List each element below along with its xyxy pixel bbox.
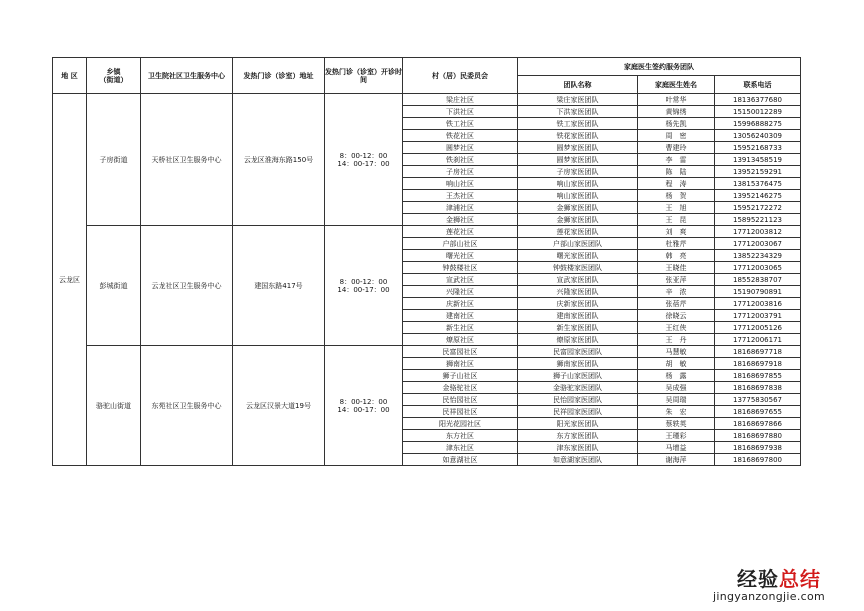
doctor-name-cell: 刘 爽	[638, 226, 715, 238]
header-team-group: 家庭医生签约服务团队	[518, 58, 801, 76]
doctor-name-cell: 曹建玲	[638, 142, 715, 154]
table-row	[53, 94, 801, 106]
team-name-cell: 燎原家医团队	[518, 334, 638, 346]
doctor-name-cell: 陈 陆	[638, 166, 715, 178]
header-phone: 联系电话	[715, 76, 801, 94]
table-row	[53, 226, 801, 238]
district-cell: 云龙区	[53, 94, 87, 466]
phone-cell: 18168697800	[715, 454, 801, 466]
village-cell: 圆梦社区	[403, 142, 518, 154]
team-name-cell: 庆新家医团队	[518, 298, 638, 310]
team-name-cell: 民祥园家医团队	[518, 406, 638, 418]
header-township: 乡镇 （街道）	[87, 58, 141, 94]
phone-cell: 17712003812	[715, 226, 801, 238]
watermark-red-text: 总结	[779, 567, 821, 591]
phone-cell: 17712005126	[715, 322, 801, 334]
health-center-cell: 云龙社区卫生服务中心	[141, 226, 233, 346]
phone-cell: 18168697938	[715, 442, 801, 454]
table-body	[53, 94, 801, 466]
team-name-cell: 宣武家医团队	[518, 274, 638, 286]
village-cell: 东方社区	[403, 430, 518, 442]
township-cell: 子房街道	[87, 94, 141, 226]
doctor-name-cell: 叶常华	[638, 94, 715, 106]
township-cell: 彭城街道	[87, 226, 141, 346]
phone-cell: 18168697866	[715, 418, 801, 430]
village-cell: 金骆驼社区	[403, 382, 518, 394]
phone-cell: 17712003067	[715, 238, 801, 250]
fever-address-cell: 云龙区淮海东路150号	[233, 94, 325, 226]
team-name-cell: 铁工家医团队	[518, 118, 638, 130]
team-name-cell: 阳光家医团队	[518, 418, 638, 430]
doctor-name-cell: 杨先凯	[638, 118, 715, 130]
team-name-cell: 钟鼓楼家医团队	[518, 262, 638, 274]
phone-cell: 17712003816	[715, 298, 801, 310]
village-cell: 民祥园社区	[403, 406, 518, 418]
phone-cell: 18136377680	[715, 94, 801, 106]
team-name-cell: 圆梦家医团队	[518, 154, 638, 166]
doctor-name-cell: 徐晓云	[638, 310, 715, 322]
doctor-name-cell: 王 旭	[638, 202, 715, 214]
village-cell: 新生社区	[403, 322, 518, 334]
team-name-cell: 圆梦家医团队	[518, 142, 638, 154]
phone-cell: 18168697918	[715, 358, 801, 370]
team-name-cell: 如意湖家医团队	[518, 454, 638, 466]
team-name-cell: 狮南家医团队	[518, 358, 638, 370]
doctor-name-cell: 蔡轶英	[638, 418, 715, 430]
village-cell: 兴隆社区	[403, 286, 518, 298]
doctor-name-cell: 胡 敏	[638, 358, 715, 370]
team-name-cell: 民富园家医团队	[518, 346, 638, 358]
phone-cell: 15895221123	[715, 214, 801, 226]
doctor-name-cell: 王晓佳	[638, 262, 715, 274]
village-cell: 户部山社区	[403, 238, 518, 250]
phone-cell: 15150012289	[715, 106, 801, 118]
doctor-name-cell: 马慧敏	[638, 346, 715, 358]
village-cell: 建南社区	[403, 310, 518, 322]
phone-cell: 13952146275	[715, 190, 801, 202]
team-name-cell: 下洪家医团队	[518, 106, 638, 118]
village-cell: 庆新社区	[403, 298, 518, 310]
header-fever-hours: 发热门诊（诊室）开诊时间	[325, 58, 403, 94]
team-name-cell: 建南家医团队	[518, 310, 638, 322]
team-name-cell: 莲花家医团队	[518, 226, 638, 238]
doctor-name-cell: 杜雅芹	[638, 238, 715, 250]
header-village: 村（居）民委员会	[403, 58, 518, 94]
doctor-name-cell: 程 涛	[638, 178, 715, 190]
doctor-name-cell: 王 丹	[638, 334, 715, 346]
village-cell: 曙光社区	[403, 250, 518, 262]
team-name-cell: 狮子山家医团队	[518, 370, 638, 382]
phone-cell: 13852234329	[715, 250, 801, 262]
township-cell: 骆驼山街道	[87, 346, 141, 466]
fever-address-cell: 云龙区汉景大道19号	[233, 346, 325, 466]
phone-cell: 18168697838	[715, 382, 801, 394]
village-cell: 下洪社区	[403, 106, 518, 118]
phone-cell: 15190790891	[715, 286, 801, 298]
doctor-name-cell: 杨 露	[638, 370, 715, 382]
team-name-cell: 梁庄家医团队	[518, 94, 638, 106]
phone-cell: 15996888275	[715, 118, 801, 130]
team-name-cell: 兴隆家医团队	[518, 286, 638, 298]
service-table	[52, 57, 801, 466]
village-cell: 燎原社区	[403, 334, 518, 346]
phone-cell: 18168697655	[715, 406, 801, 418]
phone-cell: 18168697880	[715, 430, 801, 442]
team-name-cell: 民怡园家医团队	[518, 394, 638, 406]
health-center-cell: 东苑社区卫生服务中心	[141, 346, 233, 466]
phone-cell: 18168697855	[715, 370, 801, 382]
village-cell: 铁工社区	[403, 118, 518, 130]
doctor-name-cell: 谢海萍	[638, 454, 715, 466]
header-doctor-name: 家庭医生姓名	[638, 76, 715, 94]
phone-cell: 13775830567	[715, 394, 801, 406]
village-cell: 金狮社区	[403, 214, 518, 226]
doctor-name-cell: 王红侠	[638, 322, 715, 334]
team-name-cell: 铁花家医团队	[518, 130, 638, 142]
doctor-name-cell: 周 密	[638, 130, 715, 142]
doctor-name-cell: 吴周瑞	[638, 394, 715, 406]
village-cell: 响山社区	[403, 178, 518, 190]
doctor-name-cell: 王瑾彩	[638, 430, 715, 442]
header-team-name: 团队名称	[518, 76, 638, 94]
village-cell: 宣武社区	[403, 274, 518, 286]
team-name-cell: 响山家医团队	[518, 190, 638, 202]
village-cell: 津东社区	[403, 442, 518, 454]
village-cell: 子房社区	[403, 166, 518, 178]
doctor-name-cell: 王 昆	[638, 214, 715, 226]
doctor-name-cell: 吴成强	[638, 382, 715, 394]
health-center-cell: 天桥社区卫生服务中心	[141, 94, 233, 226]
phone-cell: 13913458519	[715, 154, 801, 166]
team-name-cell: 津东家医团队	[518, 442, 638, 454]
doctor-name-cell: 马增益	[638, 442, 715, 454]
team-name-cell: 金骆驼家医团队	[518, 382, 638, 394]
watermark-logo-text	[737, 563, 821, 592]
fever-hours-cell: 8：00-12：00 14：00-17：00	[325, 346, 403, 466]
phone-cell: 18168697718	[715, 346, 801, 358]
village-cell: 王杰社区	[403, 190, 518, 202]
team-name-cell: 金狮家医团队	[518, 214, 638, 226]
phone-cell: 17712003791	[715, 310, 801, 322]
doctor-name-cell: 杨 贺	[638, 190, 715, 202]
team-name-cell: 响山家医团队	[518, 178, 638, 190]
watermark-url: jingyanzongjie.com	[713, 590, 826, 603]
doctor-name-cell: 黄锦绣	[638, 106, 715, 118]
village-cell: 铁花社区	[403, 130, 518, 142]
phone-cell: 17712003065	[715, 262, 801, 274]
doctor-name-cell: 朱 宏	[638, 406, 715, 418]
phone-cell: 15952168733	[715, 142, 801, 154]
doctor-name-cell: 张蓓芹	[638, 298, 715, 310]
phone-cell: 13056240309	[715, 130, 801, 142]
doctor-name-cell: 李 雷	[638, 154, 715, 166]
header-health-center: 卫生院社区卫生服务中心	[141, 58, 233, 94]
table-row	[53, 346, 801, 358]
phone-cell: 13815376475	[715, 178, 801, 190]
village-cell: 津浦社区	[403, 202, 518, 214]
phone-cell: 17712006171	[715, 334, 801, 346]
watermark-black-text: 经验	[737, 567, 779, 591]
team-name-cell: 户部山家医团队	[518, 238, 638, 250]
team-name-cell: 东方家医团队	[518, 430, 638, 442]
doctor-name-cell: 张亚萍	[638, 274, 715, 286]
village-cell: 民富园社区	[403, 346, 518, 358]
team-name-cell: 子房家医团队	[518, 166, 638, 178]
doctor-name-cell: 辛 浓	[638, 286, 715, 298]
fever-address-cell: 建国东路417号	[233, 226, 325, 346]
header-fever-address: 发热门诊（诊室）地址	[233, 58, 325, 94]
village-cell: 梁庄社区	[403, 94, 518, 106]
phone-cell: 13952159291	[715, 166, 801, 178]
team-name-cell: 金狮家医团队	[518, 202, 638, 214]
doctor-name-cell: 韩 亮	[638, 250, 715, 262]
village-cell: 钟鼓楼社区	[403, 262, 518, 274]
team-name-cell: 新生家医团队	[518, 322, 638, 334]
village-cell: 狮子山社区	[403, 370, 518, 382]
village-cell: 莲花社区	[403, 226, 518, 238]
phone-cell: 15952172272	[715, 202, 801, 214]
village-cell: 阳光花园社区	[403, 418, 518, 430]
team-name-cell: 曙光家医团队	[518, 250, 638, 262]
phone-cell: 18552838707	[715, 274, 801, 286]
village-cell: 狮南社区	[403, 358, 518, 370]
fever-hours-cell: 8：00-12：00 14：00-17：00	[325, 94, 403, 226]
fever-hours-cell: 8：00-12：00 14：00-17：00	[325, 226, 403, 346]
village-cell: 如意湖社区	[403, 454, 518, 466]
village-cell: 民怡园社区	[403, 394, 518, 406]
village-cell: 铁刹社区	[403, 154, 518, 166]
header-district: 地 区	[53, 58, 87, 94]
